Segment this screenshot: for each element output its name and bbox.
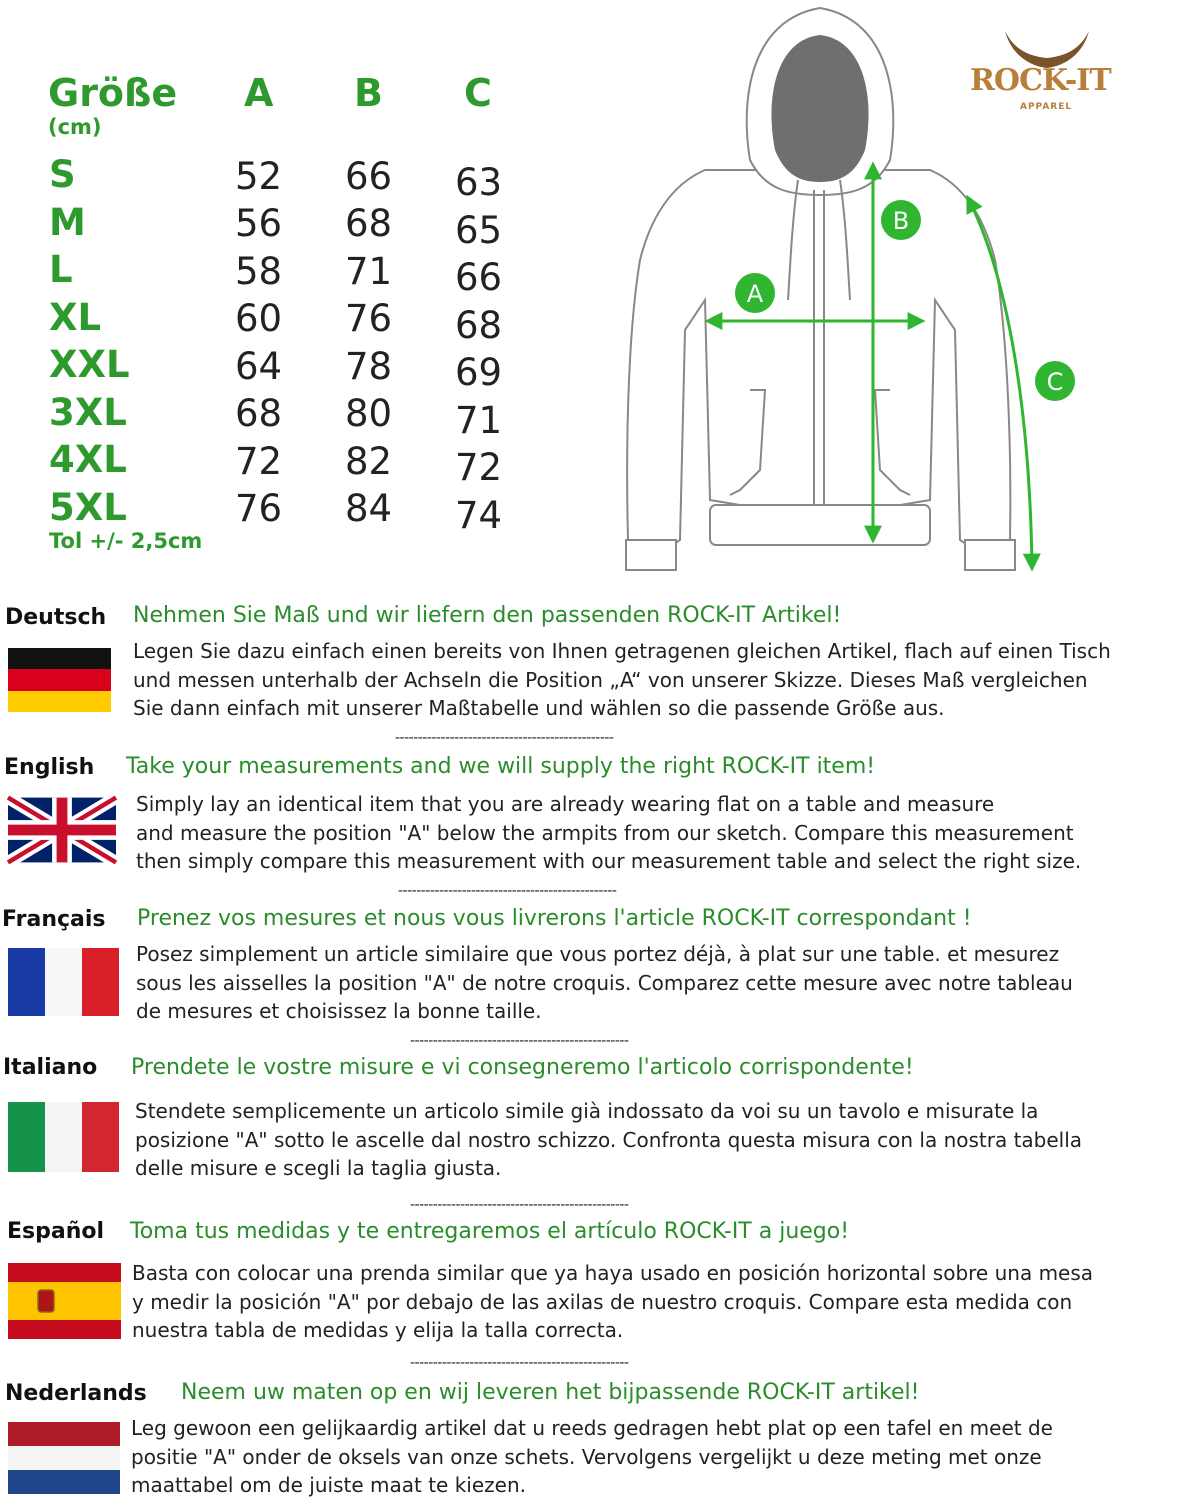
cuff-right: [965, 540, 1015, 570]
size-header: Größe: [48, 71, 178, 115]
value-c: 71: [455, 399, 503, 442]
value-a: 60: [235, 297, 283, 340]
body-line: then simply compare this measurement with our measurement table and select the right size.: [136, 849, 1082, 873]
body-line: nuestra tabla de medidas y elija la talla correcta.: [132, 1318, 624, 1342]
size-label: L: [49, 248, 73, 291]
separator: ------------------------------------------------: [410, 1197, 629, 1213]
body-line: Stendete semplicemente un articolo simile già indossato da voi su un tavolo e misurate la: [135, 1099, 1039, 1123]
value-c: 69: [455, 351, 503, 394]
body-line: positie "A" onder de oksels van onze schets. Vervolgens vergelijkt u deze meting met onze: [131, 1444, 1042, 1469]
body-line: de mesures et choisissez la bonne taille.: [136, 999, 542, 1023]
rock-it-logo: [965, 26, 1130, 121]
france-flag: [8, 948, 119, 1016]
language-label: Español: [7, 1219, 105, 1244]
italy-flag: [8, 1102, 119, 1172]
column-header-c: C: [464, 71, 492, 115]
section-heading: Take your measurements and we will supply the right ROCK-IT item!: [126, 754, 876, 779]
body-line: and measure the position "A" below the armpits from our sketch. Compare this measurement: [136, 820, 1074, 845]
body-line: Posez simplement un article similaire que vous portez déjà, à plat sur une table. et mesurez: [136, 942, 1060, 966]
label-b: B: [892, 207, 910, 235]
column-header-a: A: [244, 71, 274, 115]
body-line: Basta con colocar una prenda similar que ya haya usado en posición horizontal sobre una mesa: [132, 1261, 1094, 1285]
column-header-b: B: [354, 71, 383, 115]
cuff-left: [626, 540, 676, 570]
section-heading: Prenez vos mesures et nous vous livrerons l'article ROCK-IT correspondant !: [137, 906, 972, 931]
separator: ------------------------------------------------: [395, 730, 614, 746]
value-b: 84: [345, 487, 393, 530]
body-line: Leg gewoon een gelijkaardig artikel dat u reeds gedragen hebt plat op een tafel en meet de: [131, 1416, 1053, 1440]
waistband: [710, 505, 930, 545]
section-heading: Neem uw maten op en wij leveren het bijpassende ROCK-IT artikel!: [181, 1380, 920, 1405]
germany-flag: [8, 648, 111, 712]
size-label: 3XL: [49, 391, 127, 434]
value-b: 80: [345, 392, 393, 435]
language-label: English: [4, 755, 95, 780]
value-b: 76: [345, 297, 393, 340]
value-a: 72: [235, 440, 283, 483]
value-b: 71: [345, 250, 393, 293]
netherlands-flag: [8, 1422, 120, 1494]
size-label: S: [49, 153, 76, 196]
language-label: Français: [2, 907, 106, 932]
value-b: 78: [345, 345, 393, 388]
body-line: posizione "A" sotto le ascelle dal nostro schizzo. Confronta questa misura con la nostra tabella: [135, 1127, 1083, 1152]
label-c: C: [1046, 368, 1064, 396]
language-label: Deutsch: [5, 605, 107, 630]
logo-sub: APPAREL: [1020, 102, 1073, 112]
value-a: 52: [235, 155, 283, 198]
value-c: 68: [455, 304, 503, 347]
body-line: Legen Sie dazu einfach einen bereits von Ihnen getragenen gleichen Artikel, flach auf einen Tisch: [133, 639, 1111, 663]
value-a: 56: [235, 202, 283, 245]
logo-brand: ROCK-IT: [970, 63, 1111, 98]
size-label: XL: [49, 296, 102, 339]
label-a: A: [746, 280, 764, 308]
language-label: Nederlands: [5, 1381, 147, 1406]
value-a: 64: [235, 345, 283, 388]
value-b: 68: [345, 202, 393, 245]
size-label: 4XL: [49, 438, 127, 481]
hood-inside: [771, 35, 868, 182]
body-line: delle misure e scegli la taglia giusta.: [135, 1156, 502, 1180]
section-heading: Nehmen Sie Maß und wir liefern den passenden ROCK-IT Artikel!: [133, 603, 842, 628]
value-b: 82: [345, 440, 393, 483]
size-label: XXL: [49, 343, 130, 386]
separator: ------------------------------------------------: [410, 1355, 629, 1371]
value-a: 68: [235, 392, 283, 435]
value-b: 66: [345, 155, 393, 198]
uk-flag: [8, 797, 116, 863]
spain-flag: [8, 1263, 121, 1339]
value-a: 58: [235, 250, 283, 293]
unit-label: (cm): [48, 115, 102, 139]
tolerance-note: Tol +/- 2,5cm: [49, 529, 203, 553]
value-c: 63: [455, 161, 503, 204]
value-a: 76: [235, 487, 283, 530]
body-line: sous les aisselles la position "A" de notre croquis. Comparez cette mesure avec notre tableau: [136, 970, 1073, 995]
value-c: 74: [455, 494, 503, 537]
body-line: maattabel om de juiste maat te kiezen.: [131, 1473, 526, 1497]
section-heading: Toma tus medidas y te entregaremos el artículo ROCK-IT a juego!: [130, 1219, 850, 1244]
section-heading: Prendete le vostre misure e vi consegneremo l'articolo corrispondente!: [131, 1055, 914, 1080]
language-label: Italiano: [3, 1055, 98, 1080]
size-label: M: [49, 201, 86, 244]
value-c: 65: [455, 209, 503, 252]
separator: ------------------------------------------------: [398, 883, 617, 899]
body-line: Sie dann einfach mit unserer Maßtabelle und wählen so die passende Größe aus.: [133, 696, 945, 720]
value-c: 66: [455, 256, 503, 299]
body-line: y medir la posición "A" por debajo de las axilas de nuestro croquis. Compare esta medida con: [132, 1289, 1073, 1314]
value-c: 72: [455, 446, 503, 489]
separator: ------------------------------------------------: [410, 1033, 629, 1049]
body-line: und messen unterhalb der Achseln die Position „A“ von unserer Skizze. Dieses Maß vergleichen: [133, 667, 1088, 692]
size-label: 5XL: [49, 486, 127, 529]
body-line: Simply lay an identical item that you are already wearing flat on a table and measure: [136, 792, 995, 816]
